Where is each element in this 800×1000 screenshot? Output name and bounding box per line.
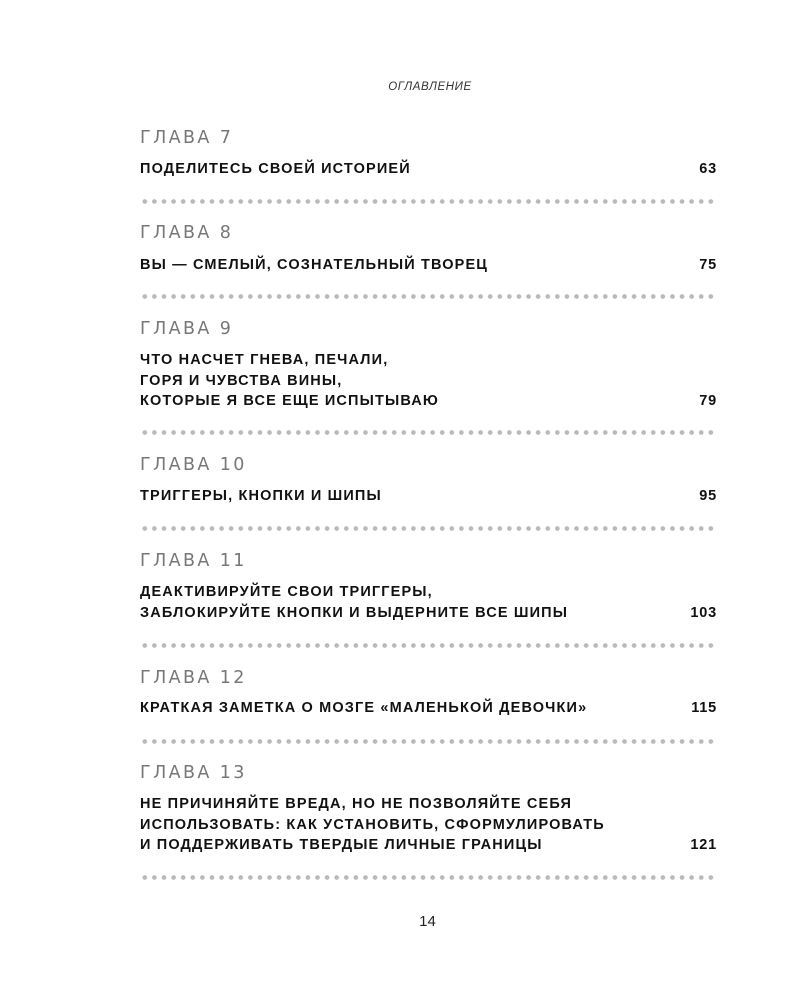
chapter-title [140,582,640,623]
chapter-title [140,698,640,719]
chapter-label: ГЛАВА 13 [140,763,247,783]
folio-page-number: 14 [419,913,436,930]
chapter-title-line: КРАТКАЯ ЗАМЕТКА О МОЗГЕ «МАЛЕНЬКОЙ ДЕВОЧКИ» [140,700,588,716]
chapter-label: ГЛАВА 9 [140,319,234,339]
chapter-title-line: ИСПОЛЬЗОВАТЬ: КАК УСТАНОВИТЬ, СФОРМУЛИРОВАТЬ [140,816,605,833]
chapter-title-line: ГОРЯ И ЧУВСТВА ВИНЫ, [140,372,343,389]
chapter-title-line: НЕ ПРИЧИНЯЙТЕ ВРЕДА, НО НЕ ПОЗВОЛЯЙТЕ СЕБЯ [140,796,573,812]
page-number: 115 [691,700,717,716]
chapter-label: ГЛАВА 11 [140,551,247,571]
dotted-divider [140,526,717,531]
chapter-title-line: И ПОДДЕРЖИВАТЬ ТВЕРДЫЕ ЛИЧНЫЕ ГРАНИЦЫ [140,837,543,854]
chapter-label: ГЛАВА 12 [140,668,247,688]
dotted-divider [140,875,717,880]
chapter-label: ГЛАВА 10 [140,455,247,475]
dotted-divider [140,294,717,299]
chapter-title-line: ЧТО НАСЧЕТ ГНЕВА, ПЕЧАЛИ, [140,352,389,368]
chapter-title [140,159,640,180]
page-number: 79 [699,393,717,409]
chapter-title-line: КОТОРЫЕ Я ВСЕ ЕЩЕ ИСПЫТЫВАЮ [140,393,439,410]
chapter-title-line: ДЕАКТИВИРУЙТЕ СВОИ ТРИГГЕРЫ, [140,584,433,600]
page-number: 121 [690,837,717,853]
chapter-title-line: ТРИГГЕРЫ, КНОПКИ И ШИПЫ [140,488,382,504]
dotted-divider [140,643,717,648]
chapter-title [140,794,640,856]
page-number: 103 [690,605,717,621]
page-number: 63 [699,161,717,177]
dotted-divider [140,739,717,744]
chapter-title-line: ЗАБЛОКИРУЙТЕ КНОПКИ И ВЫДЕРНИТЕ ВСЕ ШИПЫ [140,604,569,621]
chapter-label: ГЛАВА 8 [140,223,234,243]
chapter-title [140,486,640,507]
chapter-label: ГЛАВА 7 [140,128,234,148]
dotted-divider [140,430,717,435]
chapter-title-line: ПОДЕЛИТЕСЬ СВОЕЙ ИСТОРИЕЙ [140,161,411,177]
page-number: 75 [699,257,717,273]
chapter-title-line: ВЫ — СМЕЛЫЙ, СОЗНАТЕЛЬНЫЙ ТВОРЕЦ [140,257,489,273]
running-header: ОГЛАВЛЕНИЕ [388,81,472,93]
dotted-divider [140,199,717,204]
chapter-title [140,255,640,276]
chapter-title [140,350,640,412]
page-number: 95 [699,488,717,504]
